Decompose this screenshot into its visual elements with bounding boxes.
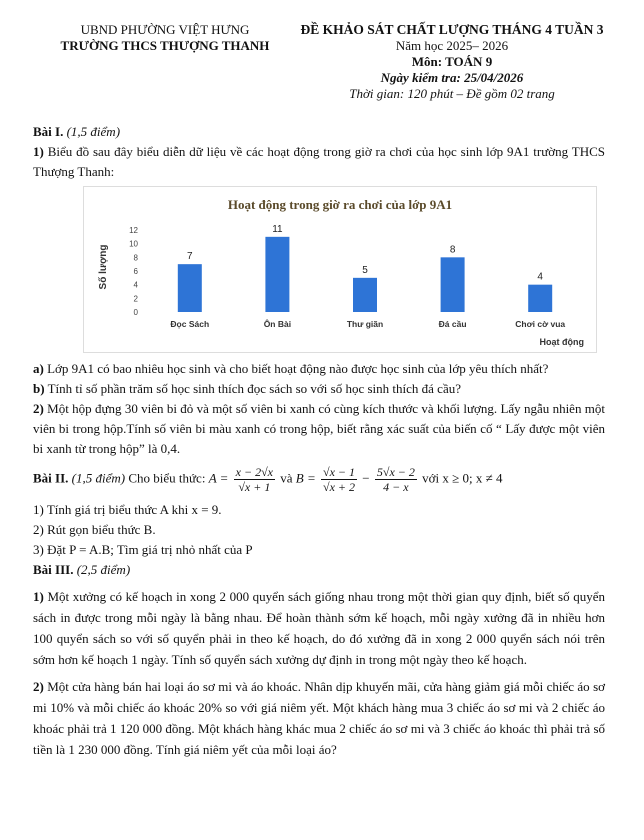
bar-data-label: 8 [449,244,456,256]
exam-duration: Thời gian: 120 phút – Đề gồm 02 trang [349,86,555,101]
bar-chart [83,186,597,353]
y-tick-label: 12 [129,226,138,235]
bai1-heading: Bài I. (1,5 điểm) [33,124,121,139]
bar-data-label: 7 [187,251,193,263]
bai1-qa: a) Lớp 9A1 có bao nhiêu học sinh và cho biết hoạt động nào được học sinh của lớp yêu thích nhất? [33,361,549,376]
bar [441,257,465,312]
bai1-qb: b) Tính tỉ số phần trăm số học sinh thích đọc sách so với số học sinh thích đá cầu? [33,381,461,396]
x-tick-label: Chơi cờ vua [515,319,566,329]
x-tick-label: Đá cầu [438,319,467,329]
y-tick-label: 2 [133,294,138,304]
bar [178,264,202,312]
frac-b1: $\frac{√x - 1}{√x + 2}$ [323,465,356,494]
y-tick-label: 0 [133,308,138,317]
bai2-expression: Bài II. (1,5 điểm) Cho biểu thức: A = $\frac{x - 2√x}{√x + 1}$ và B = $\frac{√x - 1}{√x + 2}$ − $\frac{5√x - 2}{4 - x}$ với x ≥ 0; x ≠ 4 [33,465,503,494]
x-tick-label: Đọc Sách [170,319,210,329]
bar [353,278,377,312]
bar [265,237,289,312]
school-header [40,22,290,54]
chart-title: Hoạt động trong giờ ra chơi của lớp 9A1 [227,197,453,212]
y-tick-label: 8 [133,253,138,263]
frac-b2: $\frac{5√x - 2}{4 - x}$ [376,465,415,494]
chart-y-axis-label: Số lượng [98,244,109,290]
bar [528,285,552,312]
bai1-q1: 1) Biểu đồ sau đây biểu diễn dữ liệu về các hoạt động trong giờ ra chơi của học sinh lớp 9A1 trường THCS Thượng Thanh: [33,144,605,179]
bai1-q2: 2) Một hộp đựng 30 viên bi đỏ và một số viên bi xanh có cùng kích thước và khối lượng. Lấy ngẫu nhiên một viên bi trong hộp.Tính số viên bi màu xanh có trong hộp, biết rằng xác suất của biến cố “ Lấy được một viên bi xanh từ trong hộp” là 0,4. [33,401,605,456]
bar-data-label: 4 [537,271,543,283]
exam-header [272,22,632,102]
y-tick-label: 4 [133,280,138,290]
x-tick-label: Thư giãn [346,319,384,329]
y-tick-label: 6 [133,267,138,276]
bar-chart-svg [84,187,596,352]
bai3-heading: Bài III. (2,5 điểm) [33,562,131,577]
bar-data-label: 11 [272,223,283,235]
subject: Môn: TOÁN 9 [411,54,493,69]
bai3-q2: 2) Một cửa hàng bán hai loại áo sơ mi và áo khoác. Nhân dịp khuyến mãi, cửa hàng giảm giá mỗi chiếc áo sơ mi 10% và mỗi chiếc áo khoác 20% so với giá niêm yết. Một khách hàng mua 3 chiếc áo sơ mi và 2 chiếc áo khoác phải trả 1 120 000 đồng. Một khách hàng khác mua 2 chiếc áo sơ mi và 3 chiếc áo khoác thì phải trả số tiền là 1 230 000 đồng. Tính giá niêm yết của mỗi loại áo? [33,679,605,757]
bai3-q1: 1) Một xưởng có kế hoạch in xong 2 000 quyển sách giống nhau trong một thời gian quy định, biết số quyển sách in được trong mỗi ngày là bằng nhau. Để hoàn thành sớm kế hoạch, mỗi ngày xưởng đã in nhiều hơn 100 quyển sách so với số quyển phải in theo kế hoạch, do đó xưởng đã in xong 2 000 quyển sách nói trên sớm hơn kế hoạch 1 ngày. Tính số quyển sách xưởng dự định in trong một ngày theo kế hoạch. [33,589,605,667]
exam-title: ĐỀ KHẢO SÁT CHẤT LƯỢNG THÁNG 4 TUẦN 3 [300,22,604,37]
exam-date: Ngày kiểm tra: 25/04/2026 [380,70,524,85]
frac-a: $\frac{x - 2√x}{√x + 1}$ [235,465,274,494]
ward-name: UBND PHƯỜNG VIỆT HƯNG [80,22,250,37]
school-year: Năm học 2025– 2026 [395,38,509,53]
exam-body [33,122,605,760]
bai2-q1: 1) Tính giá trị biểu thức A khi x = 9. [33,502,222,517]
x-tick-label: Ôn Bài [263,319,292,329]
bar-data-label: 5 [362,264,368,276]
school-name: TRƯỜNG THCS THƯỢNG THANH [60,38,270,53]
bai2-q3: 3) Đặt P = A.B; Tìm giá trị nhỏ nhất của P [33,542,253,557]
y-tick-label: 10 [129,239,138,249]
bai2-q2: 2) Rút gọn biểu thức B. [33,522,156,537]
chart-x-axis-label: Hoạt động [539,337,584,347]
